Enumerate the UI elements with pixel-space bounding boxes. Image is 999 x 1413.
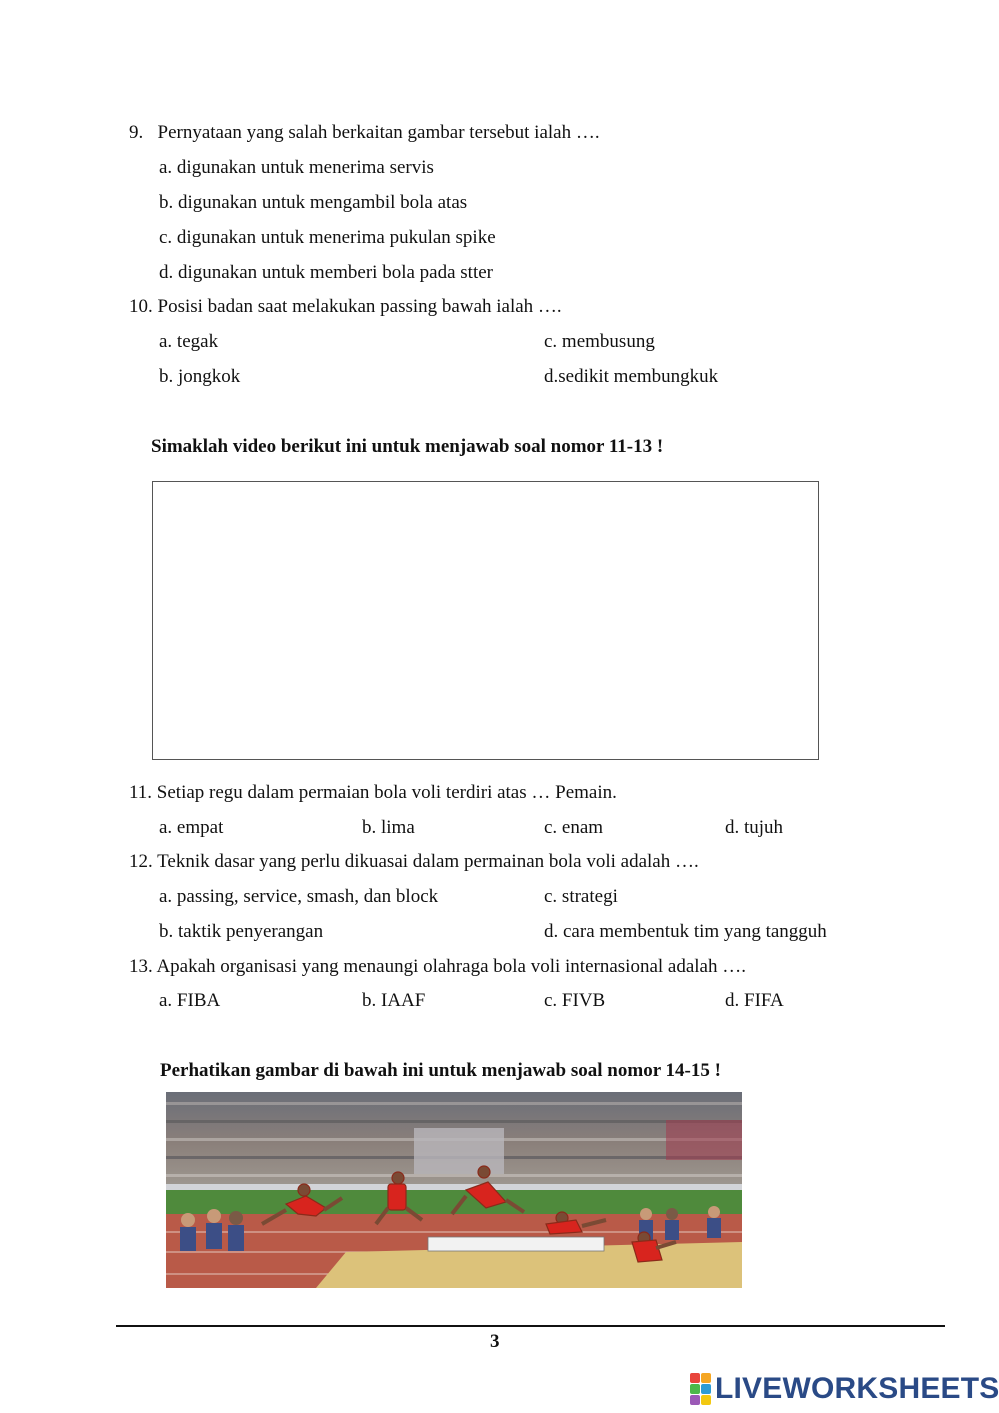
q11-option-d: d. tujuh	[725, 817, 784, 838]
q12-option-d: d. cara membentuk tim yang tangguh	[544, 921, 827, 942]
q10-option-d: d.sedikit membungkuk	[544, 366, 719, 387]
q11-option-b: b. lima	[362, 817, 415, 838]
q9-option-b: b. digunakan untuk mengambil bola atas	[159, 192, 468, 213]
q11-option-c: c. enam	[544, 817, 604, 838]
q11-question: 11. Setiap regu dalam permaian bola voli terdiri atas … Pemain.	[129, 782, 617, 803]
q12-option-c: c. strategi	[544, 886, 618, 907]
video-placeholder[interactable]	[152, 481, 819, 760]
liveworksheets-logo	[690, 1372, 999, 1406]
q11-option-a: a. empat	[159, 817, 224, 838]
liveworksheets-icon	[690, 1373, 711, 1405]
q13-option-d: d. FIFA	[725, 990, 784, 1011]
video-instruction: Simaklah video berikut ini untuk menjawab soal nomor 11-13 !	[151, 436, 664, 457]
page-number: 3	[490, 1331, 500, 1352]
q9-option-d: d. digunakan untuk memberi bola pada stter	[159, 262, 493, 283]
q9-option-c: c. digunakan untuk menerima pukulan spike	[159, 227, 496, 248]
q9-option-a: a. digunakan untuk menerima servis	[159, 157, 434, 178]
q10-option-a: a. tegak	[159, 331, 219, 352]
q12-option-a: a. passing, service, smash, dan block	[159, 886, 439, 907]
q13-option-a: a. FIBA	[159, 990, 221, 1011]
q12-question: 12. Teknik dasar yang perlu dikuasai dalam permainan bola voli adalah ….	[129, 851, 699, 872]
q12-option-b: b. taktik penyerangan	[159, 921, 324, 942]
q13-option-c: c. FIVB	[544, 990, 606, 1011]
q9-question: 9. Pernyataan yang salah berkaitan gambar tersebut ialah ….	[129, 122, 600, 143]
image-instruction: Perhatikan gambar di bawah ini untuk menjawab soal nomor 14-15 !	[160, 1060, 721, 1081]
q13-option-b: b. IAAF	[362, 990, 426, 1011]
brand-text: LIVEWORKSHEETS	[715, 1372, 999, 1405]
footer-divider	[116, 1325, 945, 1327]
long-jump-photo	[166, 1092, 742, 1288]
q10-option-c: c. membusung	[544, 331, 655, 352]
q10-question: 10. Posisi badan saat melakukan passing bawah ialah ….	[129, 296, 562, 317]
q10-option-b: b. jongkok	[159, 366, 241, 387]
q13-question: 13. Apakah organisasi yang menaungi olahraga bola voli internasional adalah ….	[129, 956, 746, 977]
